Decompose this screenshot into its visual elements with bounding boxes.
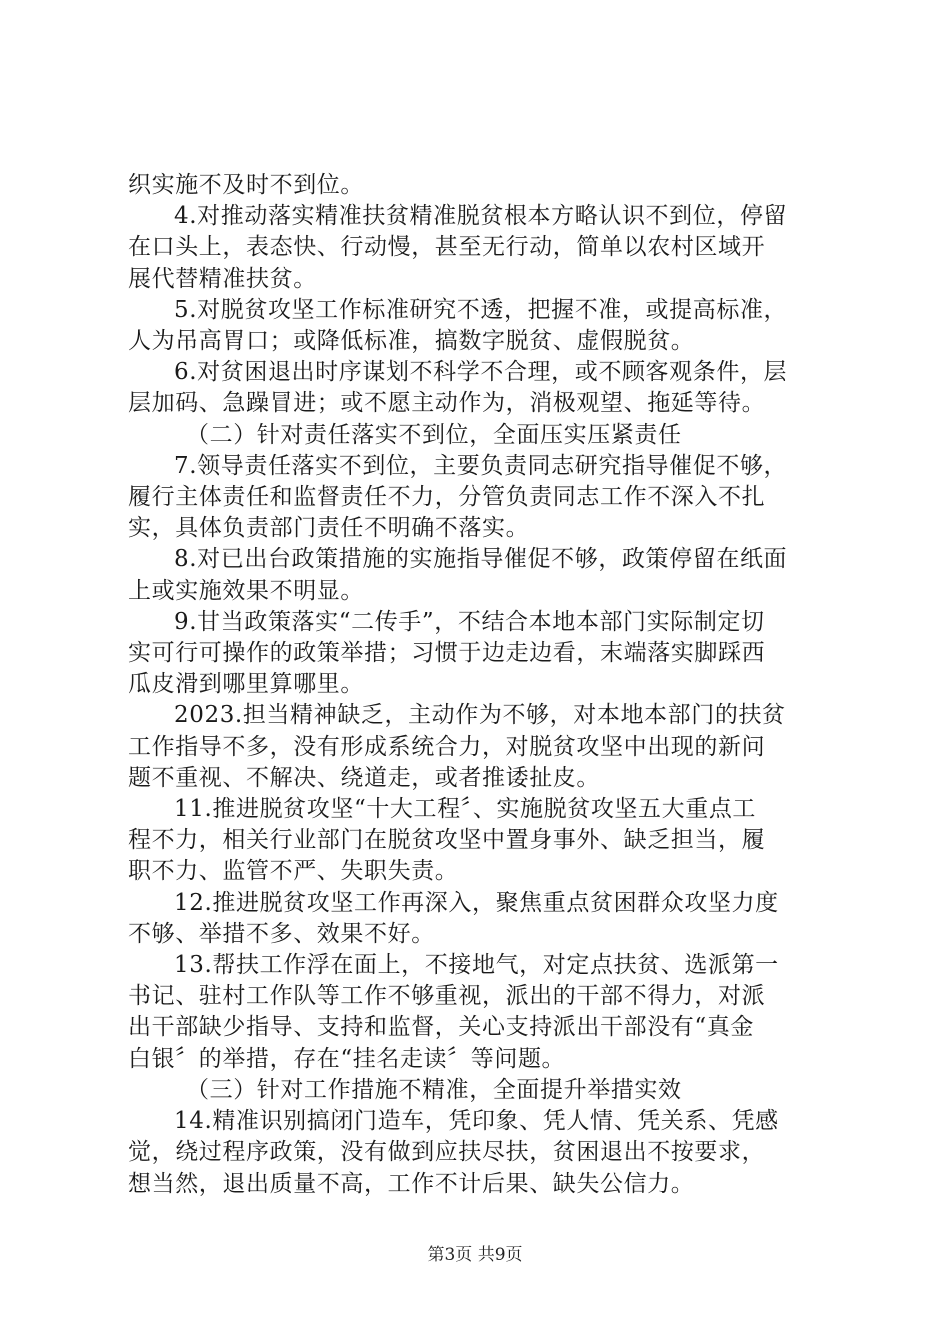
- paragraph-12-start: 12.推进脱贫攻坚工作再深入，聚焦重点贫困群众攻坚力度: [174, 889, 779, 916]
- paragraph-9-start: 9.甘当政策落实“二传手”，不结合本地本部门实际制定切: [174, 608, 765, 635]
- text-line: 瓜皮滑到哪里算哪里。: [128, 671, 364, 698]
- text-line: 展代替精准扶贫。: [128, 265, 317, 292]
- text-line: 工作指导不多，没有形成系统合力，对脱贫攻坚中出现的新问: [128, 733, 766, 760]
- text-line: 上或实施效果不明显。: [128, 577, 364, 604]
- text-line: 在口头上，表态快、行动慢，甚至无行动，简单以农村区域开: [128, 234, 766, 261]
- text-line: 职不力、监管不严、失职失责。: [128, 858, 459, 885]
- paragraph-5-start: 5.对脱贫攻坚工作标准研究不透，把握不准，或提高标准，: [174, 296, 788, 323]
- text-line: 织实施不及时不到位。: [128, 172, 364, 198]
- paragraph-4-start: 4.对推动落实精准扶贫精准脱贫根本方略认识不到位，停留: [174, 203, 788, 230]
- paragraph-13-start: 13.帮扶工作浮在面上，不接地气，对定点扶贫、选派第一: [174, 952, 779, 979]
- paragraph-10-start: 2023.担当精神缺乏，主动作为不够，对本地本部门的扶贫: [174, 702, 786, 729]
- text-line: 觉，绕过程序政策，没有做到应扶尽扶，贫困退出不按要求，: [128, 1139, 766, 1166]
- paragraph-8-start: 8.对已出台政策措施的实施指导催促不够，政策停留在纸面: [174, 546, 788, 573]
- paragraph-7-start: 7.领导责任落实不到位，主要负责同志研究指导催促不够，: [174, 452, 788, 479]
- text-line: 履行主体责任和监督责任不力，分管负责同志工作不深入不扎: [128, 484, 766, 511]
- section-heading-2: （二）针对责任落实不到位，全面压实压紧责任: [186, 421, 682, 448]
- page-number-footer: 第3页 共9页: [427, 1245, 523, 1265]
- text-line: 题不重视、不解决、绕道走，或者推诿扯皮。: [128, 764, 600, 791]
- text-line: 书记、驻村工作队等工作不够重视，派出的干部不得力，对派: [128, 983, 766, 1010]
- text-line: 出干部缺少指导、支持和监督，关心支持派出干部没有“真金: [128, 1014, 754, 1041]
- text-line: 白银〞的举措，存在“挂名走读〞等问题。: [128, 1045, 566, 1072]
- text-line: 人为吊高胃口；或降低标准，搞数字脱贫、虚假脱贫。: [128, 328, 695, 355]
- text-line: 程不力，相关行业部门在脱贫攻坚中置身事外、缺乏担当，履: [128, 827, 766, 854]
- paragraph-14-start: 14.精准识别搞闭门造车，凭印象、凭人情、凭关系、凭感: [174, 1108, 779, 1135]
- text-line: 层加码、急躁冒进；或不愿主动作为，消极观望、拖延等待。: [128, 390, 766, 417]
- text-line: 想当然，退出质量不高，工作不计后果、缺失公信力。: [128, 1170, 695, 1197]
- text-line: 实，具体负责部门责任不明确不落实。: [128, 515, 530, 542]
- text-line: 实可行可操作的政策举措；习惯于边走边看，末端落实脚踩西: [128, 640, 766, 667]
- body-text: [128, 170, 828, 1200]
- section-heading-3: （三）针对工作措施不精准，全面提升举措实效: [186, 1076, 682, 1103]
- paragraph-11-start: 11.推进脱贫攻坚“十大工程〞、实施脱贫攻坚五大重点工: [174, 796, 757, 823]
- paragraph-6-start: 6.对贫困退出时序谋划不科学不合理，或不顾客观条件，层: [174, 359, 788, 386]
- text-line: 不够、举措不多、效果不好。: [128, 920, 435, 947]
